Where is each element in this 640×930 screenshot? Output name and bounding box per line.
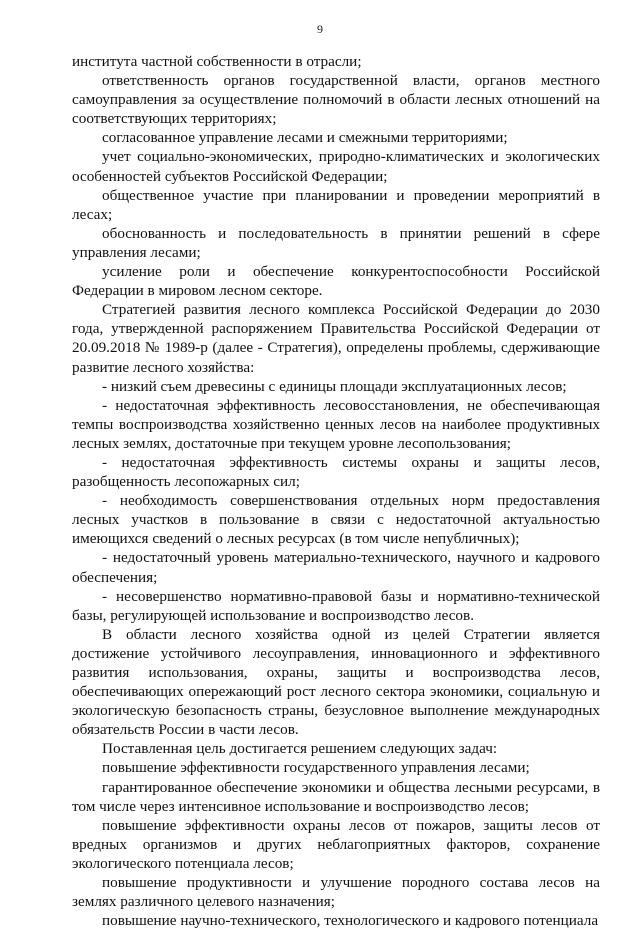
paragraph: учет социально-экономических, природно-климатических и экологических особенностей субъектов Российской Федерации; bbox=[72, 148, 600, 185]
paragraph: согласованное управление лесами и смежными территориями; bbox=[102, 129, 508, 147]
paragraph: Поставленная цель достигается решением следующих задач: bbox=[102, 740, 498, 758]
page-number: 9 bbox=[317, 22, 323, 36]
paragraph: общественное участие при планировании и проведении мероприятий в лесах; bbox=[72, 186, 600, 223]
paragraph: - недостаточная эффективность системы охраны и защиты лесов, разобщенность лесопожарных сил; bbox=[72, 453, 600, 491]
paragraph: В области лесного хозяйства одной из целей Стратегии является достижение устойчивого лесоуправления, инновационного и эффективного развития использования, охраны, защиты и воспроизводства лесов, обеспечивающих опережающий рост лесного сектора экономики, социальную и экологическую безопасность страны, безусловное выполнение международных обязательств России в части лесов. bbox=[72, 625, 600, 739]
paragraph: института частной собственности в отрасли; bbox=[72, 53, 362, 70]
document-body bbox=[72, 52, 600, 930]
paragraph: - недостаточный уровень материально-технического, научного и кадрового обеспечения; bbox=[72, 549, 600, 586]
paragraph: повышение эффективности охраны лесов от пожаров, защиты лесов от вредных организмов и других неблагоприятных факторов, сохранение экологического потенциала лесов; bbox=[72, 816, 600, 872]
paragraph: повышение научно-технического, технологического и кадрового потенциала bbox=[102, 912, 599, 930]
paragraph: ответственность органов государственной власти, органов местного самоуправления за осуществление полномочий в области лесных отношений на соответствующих территориях; bbox=[72, 72, 600, 128]
paragraph: усиление роли и обеспечение конкурентоспособности Российской Федерации в мировом лесном секторе. bbox=[72, 263, 600, 300]
paragraph: - низкий съем древесины с единицы площади эксплуатационных лесов; bbox=[102, 377, 567, 395]
paragraph: обоснованность и последовательность в принятии решений в сфере управления лесами; bbox=[72, 224, 600, 261]
paragraph: повышение эффективности государственного управления лесами; bbox=[102, 759, 530, 777]
paragraph: Стратегией развития лесного комплекса Российской Федерации до 2030 года, утвержденной распоряжением Правительства Российской Федерации от 20.09.2018 № 1989-р (далее - Стратегия), определены проблемы, сдерживающие развитие лесного хозяйства: bbox=[72, 301, 600, 376]
paragraph: - несовершенство нормативно-правовой базы и нормативно-технической базы, регулирующей использование и воспроизводство лесов. bbox=[72, 587, 600, 624]
paragraph: гарантированное обеспечение экономики и общества лесными ресурсами, в том числе через интенсивное использование и воспроизводство лесов; bbox=[72, 778, 600, 815]
paragraph: - необходимость совершенствования отдельных норм предоставления лесных участков в пользование в связи с недостаточной актуальностью имеющихся сведений о лесных ресурсах (в том числе непубличных); bbox=[72, 492, 600, 548]
paragraph: повышение продуктивности и улучшение породного состава лесов на землях различного целевого назначения; bbox=[72, 874, 600, 911]
paragraph: - недостаточная эффективность лесовосстановления, не обеспечивающая темпы воспроизводства хозяйственно ценных лесов на наиболее продуктивных лесных землях, достаточные при текущем уровне лесопользования; bbox=[72, 396, 600, 452]
